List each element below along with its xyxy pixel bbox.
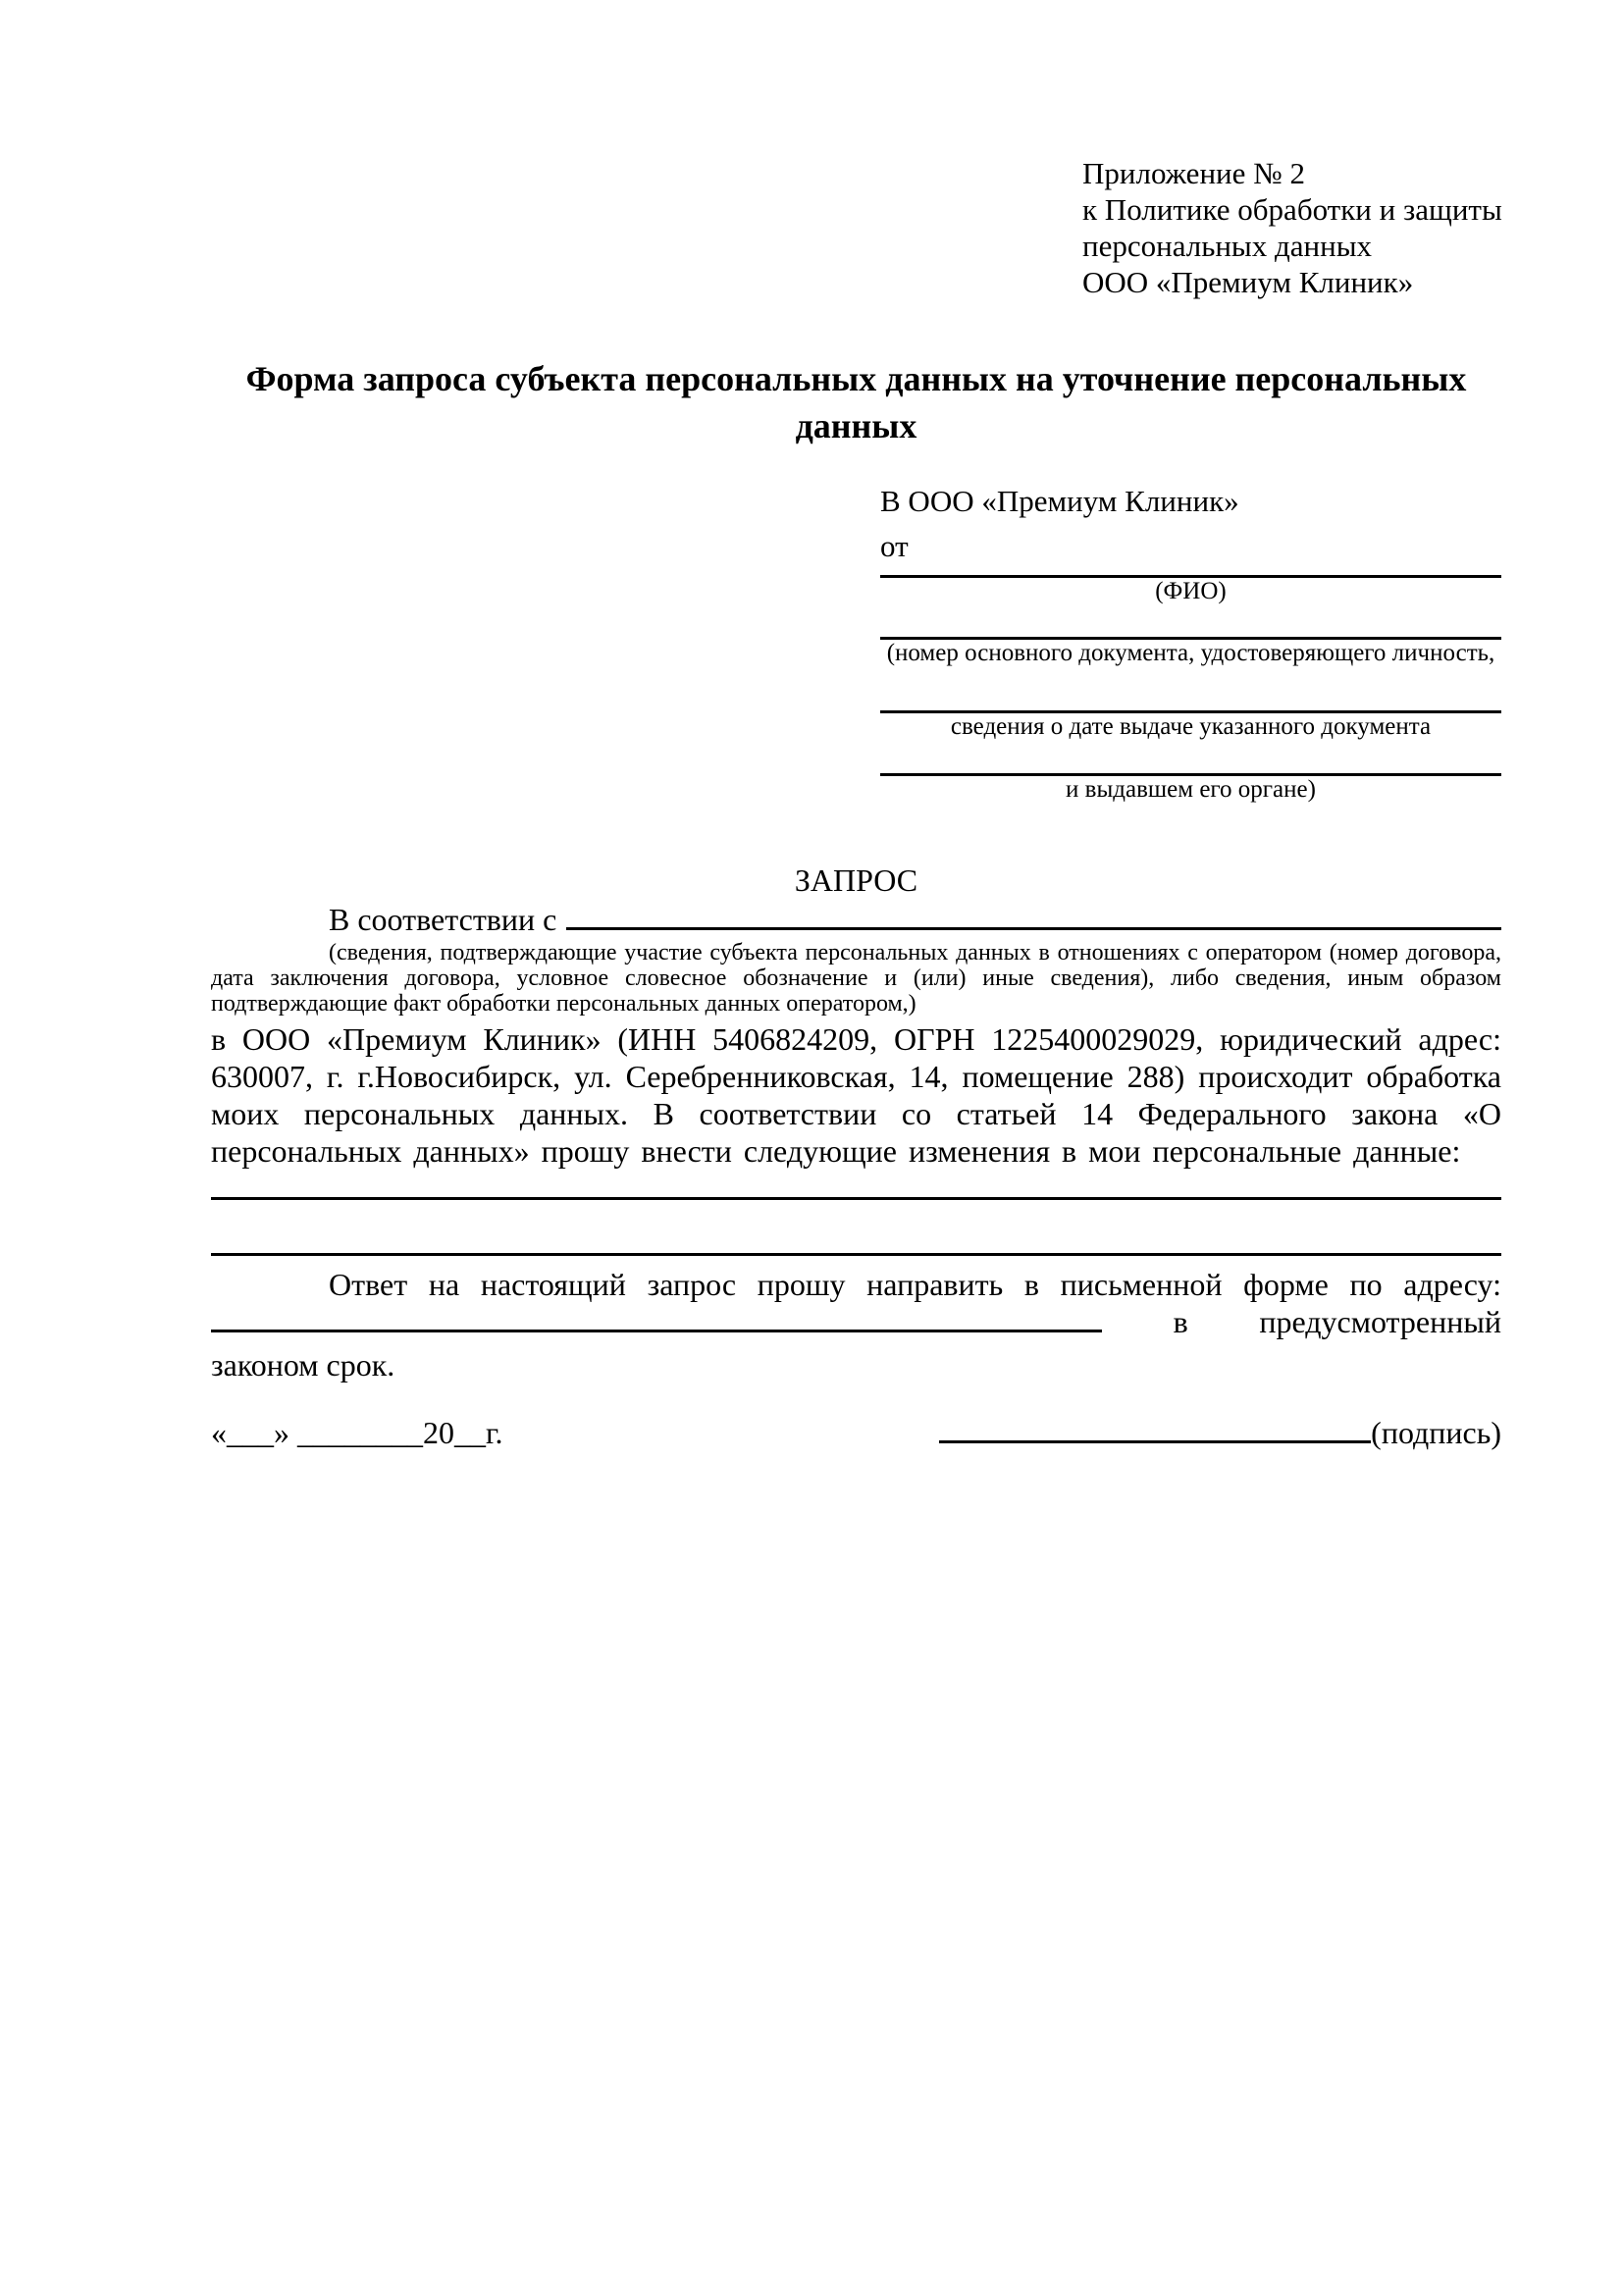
header-line-2: к Политике обработки и защиты — [1082, 192, 1502, 227]
body-paragraph: в ООО «Премиум Клиник» (ИНН 5406824209, ОГРН 1225400029029, юридический адрес: 630007, г. г.Новосибирск, ул. Серебренниковская, 14, помещение 288) происходит обработка моих персональных данных. В соответствии со статьей 14 Федерального закона «О персональных данных» прошу внести следующие изменения в мои персональные данные: — [211, 1021, 1501, 1169]
page-title: Форма запроса субъекта персональных данных на уточнение персональных данных — [245, 359, 1467, 445]
address-blank-line — [211, 1330, 1102, 1332]
signature-label: (подпись) — [1371, 1415, 1501, 1450]
according-row — [211, 901, 1501, 938]
issuing-authority-label: и выдавшем его органе) — [1066, 776, 1316, 803]
signature-blank-line — [939, 1440, 1371, 1443]
answer-word-1: в — [1173, 1304, 1188, 1339]
date-signature-row — [211, 1413, 1501, 1452]
answer-paragraph-line1: Ответ на настоящий запрос прошу направить в письменной форме по адресу: — [329, 1267, 1501, 1302]
according-label: В соответствии с — [329, 902, 557, 937]
addressee-from: от — [880, 529, 909, 563]
header-line-1: Приложение № 2 — [1082, 156, 1305, 190]
according-note: (сведения, подтверждающие участие субъекта персональных данных в отношениях с оператором (номер договора, дата заключения договора, условное словесное обозначение и (или) иные сведения), либо сведения, иным образом подтверждающие факт обработки персональных данных оператором,) — [211, 940, 1501, 1017]
issue-date-label: сведения о дате выдаче указанного документа — [950, 713, 1432, 740]
request-heading: ЗАПРОС — [794, 862, 918, 898]
changes-blank-line-1 — [211, 1197, 1501, 1200]
according-blank-line — [566, 927, 1501, 930]
signature-area — [939, 1413, 1501, 1452]
document-body — [211, 0, 1501, 1452]
answer-paragraph-line3: законом срок. — [211, 1347, 395, 1383]
date-line: «___» ________20__г. — [211, 1415, 503, 1450]
fio-label: (ФИО) — [1155, 578, 1227, 604]
changes-blank-line-2 — [211, 1253, 1501, 1256]
document-number-label: (номер основного документа, удостоверяющего личность, — [886, 640, 1495, 666]
header-line-4: ООО «Премиум Клиник» — [1082, 265, 1414, 299]
header-line-3: персональных данных — [1082, 229, 1373, 263]
answer-address-row — [211, 1303, 1501, 1340]
answer-word-2: предусмотренный — [1259, 1304, 1501, 1339]
addressee-to: В ООО «Премиум Клиник» — [880, 484, 1239, 518]
